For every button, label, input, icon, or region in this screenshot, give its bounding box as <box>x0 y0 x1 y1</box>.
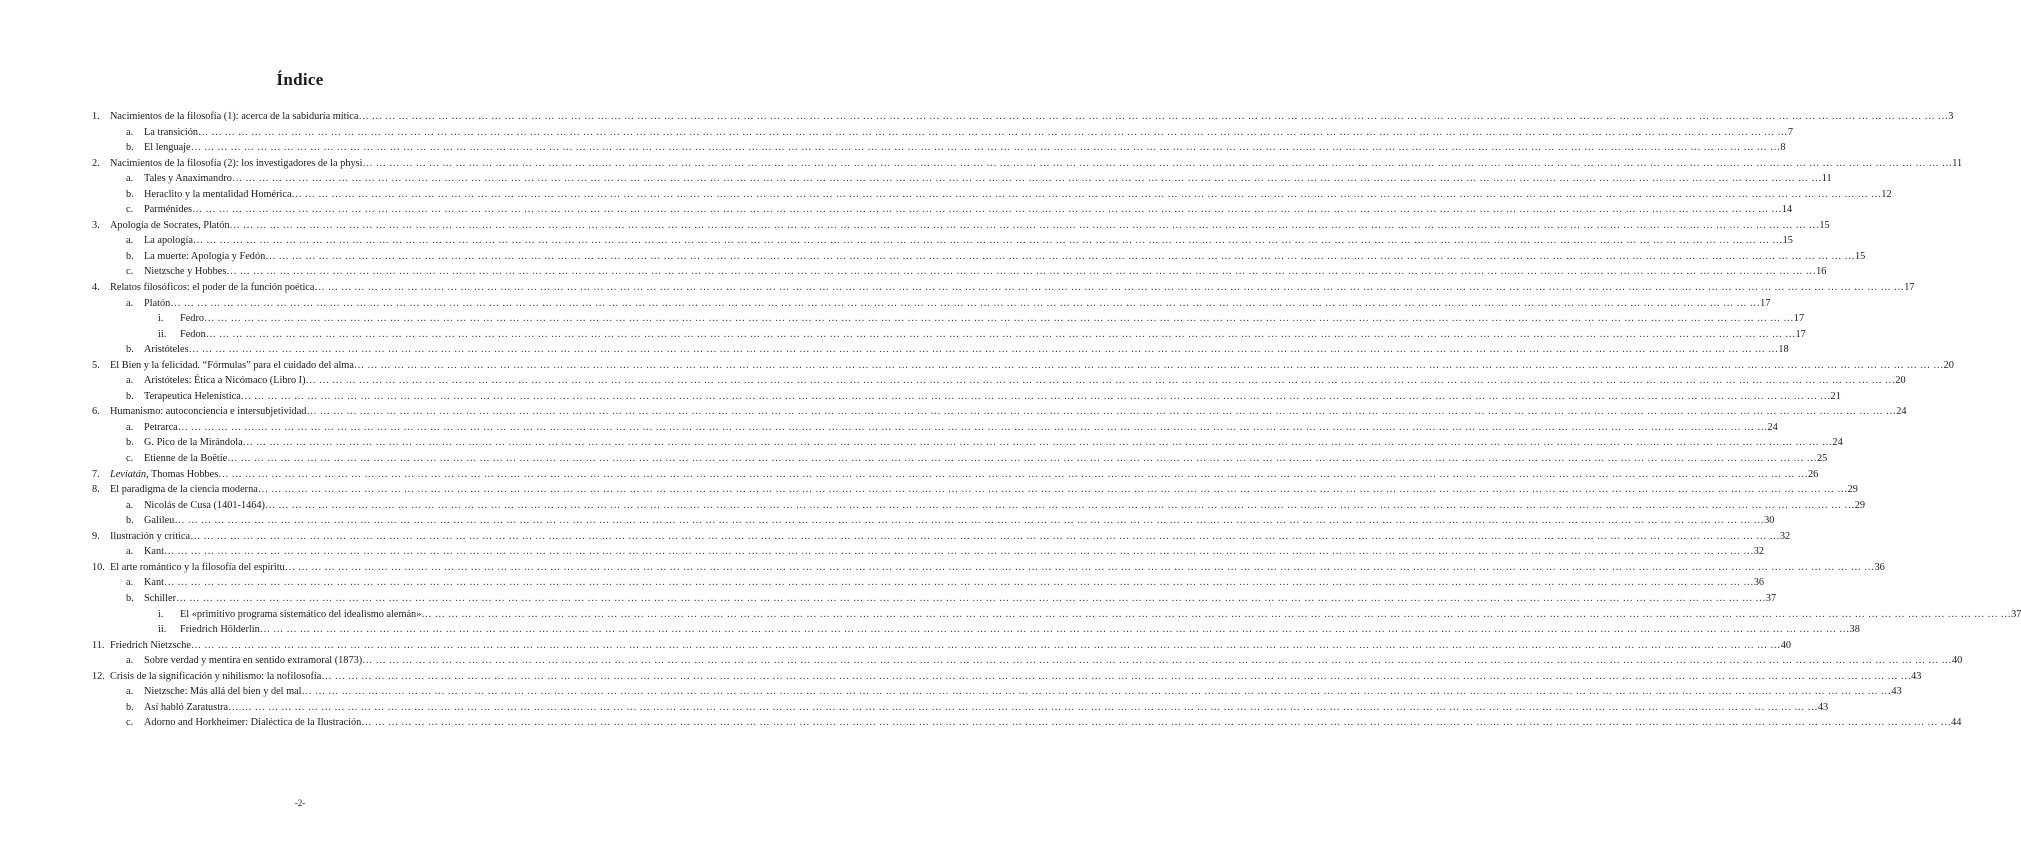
toc-entry-title: La apología <box>144 235 193 247</box>
toc-entry-page: 40 <box>1780 639 1791 651</box>
toc-entry-page: 40 <box>1951 655 1963 667</box>
toc-entry-page: 44 <box>1951 717 1962 729</box>
toc-entry-title: Nacimientos de la filosofía (1): acerca de la sabiduría mítica <box>110 111 359 122</box>
toc-leader-dots: … … … … … … … … … … … … … … … … … … … … … … … … … … … … … … … … … … … … … … … … … … … … … … … … … … … … … … … … … … … … … … … … … … … … … … … … … … … … … … … … … … … … … … … … … … … … … … … … … … … … … … … … … … … … … … … … … … … … … … … … <box>358 111 1949 122</box>
toc-leader-dots: … … … … … … … … … … … … … … … … … … … … … … … … … … … … … … … … … … … … … … … … … … … … … … … … … … … … … … … … … … … … … … … … … … … … … … … … … … … … … … … … … … … … … … … … … … … … … … … … … … … … … … … … … … … … … … … … … … … … … … … … <box>306 406 1897 418</box>
toc-entry-number: c. <box>126 266 134 278</box>
toc-entry-page: 24 <box>1896 406 1907 418</box>
toc-leader-dots: … … … … … … … … … … … … … … … … … … … … … … … … … … … … … … … … … … … … … … … … … … … … … … … … … … … … … … … … … … … … … … … … … … … … … … … … … … … … … … … … … … … … … … … … … … … … … … … … … … … … … … … … … … … … … … … … … … … … … … … … <box>170 297 1761 309</box>
toc-entry-page: 15 <box>1782 235 1793 247</box>
toc-leader-dots: … … … … … … … … … … … … … … … … … … … … … … … … … … … … … … … … … … … … … … … … … … … … … … … … … … … … … … … … … … … … … … … … … … … … … … … … … … … … … … … … … … … … … … … … … … … … … … … … … … … … … … … … … … … … … … … … … … … … … … … … <box>242 437 1833 449</box>
toc-entry-page: 15 <box>1819 219 1830 231</box>
toc-leader-dots: … … … … … … … … … … … … … … … … … … … … … … … … … … … … … … … … … … … … … … … … … … … … … … … … … … … … … … … … … … … … … … … … … … … … … … … … … … … … … … … … … … … … … … … … … … … … … … … … … … … … … … … … … … … … … … … … … … … … … … … … <box>164 546 1754 558</box>
toc-entry-title: La transición <box>144 126 199 138</box>
toc-leader-dots: … … … … … … … … … … … … … … … … … … … … … … … … … … … … … … … … … … … … … … … … … … … … … … … … … … … … … … … … … … … … … … … … … … … … … … … … … … … … … … … … … … … … … … … … … … … … … … … … … … … … … … … … … … … … … … … … … … … … … … … … <box>421 608 2012 620</box>
toc-leader-dots: … … … … … … … … … … … … … … … … … … … … … … … … … … … … … … … … … … … … … … … … … … … … … … … … … … … … … … … … … … … … … … … … … … … … … … … … … … … … … … … … … … … … … … … … … … … … … … … … … … … … … … … … … … … … … … … … … … … … … … … … <box>190 142 1781 154</box>
toc-entry-number: c. <box>126 453 134 465</box>
toc-entry[interactable] <box>0 342 1789 358</box>
toc-entry-number: 11. <box>92 639 105 651</box>
toc-entry-page: 24 <box>1767 421 1778 433</box>
toc-entry-number: 4. <box>92 282 100 294</box>
toc-entry[interactable] <box>0 249 1866 265</box>
toc-entry-number: a. <box>126 173 134 185</box>
toc-entry-number: 5. <box>92 359 100 371</box>
toc-entry-page: 11 <box>1952 157 1963 169</box>
toc-entry-number: 8. <box>92 484 100 496</box>
toc-entry-title: Friedrich Hölderlin <box>180 624 260 636</box>
toc-entry-title: Adorno and Horkheimer: Dialéctica de la Ilustración <box>144 717 362 729</box>
toc-entry-title: Galileu <box>144 515 175 527</box>
toc-entry-page: 12 <box>1881 188 1892 200</box>
toc-entry-page: 11 <box>1821 173 1832 185</box>
toc-entry-title: Kant <box>144 546 165 558</box>
toc-entry-number: i. <box>158 608 164 620</box>
toc-entry[interactable] <box>0 467 1819 483</box>
toc-entry[interactable] <box>0 404 1907 420</box>
toc-entry[interactable] <box>0 669 1922 685</box>
toc-entry-title: Heraclito y la mentalidad Homérica <box>144 188 292 200</box>
toc-entry[interactable] <box>0 684 1902 700</box>
toc-entry[interactable] <box>0 544 1765 560</box>
toc-leader-dots: … … … … … … … … … … … … … … … … … … … … … … … … … … … … … … … … … … … … … … … … … … … … … … … … … … … … … … … … … … … … … … … … … … … … … … … … … … … … … … … … … … … … … … … … … … … … … … … … … … … … … … … … … … … … … … … … … … … … … … … … <box>204 313 1794 325</box>
toc-entry-number: a. <box>126 686 134 698</box>
toc-entry-page: 24 <box>1832 437 1843 449</box>
page-number: -2- <box>294 798 306 808</box>
toc-entry-title: Crisis de la significación y nihilismo: la nofilosofía <box>110 670 322 682</box>
toc-entry-title: Sobre verdad y mentira en sentido extramoral (1873) <box>144 655 363 667</box>
toc-entry-title: El lenguaje <box>144 142 191 154</box>
toc-entry-page: 43 <box>1891 686 1902 698</box>
toc-entry-number: b. <box>126 188 134 200</box>
table-of-contents <box>0 109 2021 731</box>
toc-entry-page: 30 <box>1764 515 1775 527</box>
toc-entry-number: b. <box>126 390 134 402</box>
toc-entry-title: Aristóteles <box>144 344 189 356</box>
toc-leader-dots: … … … … … … … … … … … … … … … … … … … … … … … … … … … … … … … … … … … … … … … … … … … … … … … … … … … … … … … … … … … … … … … … … … … … … … … … … … … … … … … … … … … … … … … … … … … … … … … … … … … … … … … … … … … … … … … … … … … … … … … … <box>264 499 1855 511</box>
toc-entry[interactable] <box>0 435 1843 451</box>
toc-entry-page: 37 <box>1765 592 1777 604</box>
toc-entry-number: a. <box>126 546 134 558</box>
toc-entry-number: ii. <box>158 624 167 636</box>
toc-entry-title: Nietzsche y Hobbes <box>144 266 227 278</box>
toc-leader-dots: … … … … … … … … … … … … … … … … … … … … … … … … … … … … … … … … … … … … … … … … … … … … … … … … … … … … … … … … … … … … … … … … … … … … … … … … … … … … … … … … … … … … … … … … … … … … … … … … … … … … … … … … … … … … … … … … … … … … … … … … <box>265 250 1856 262</box>
toc-entry-page: 20 <box>1895 375 1906 387</box>
toc-entry-number: a. <box>126 297 134 309</box>
toc-leader-dots: … … … … … … … … … … … … … … … … … … … … … … … … … … … … … … … … … … … … … … … … … … … … … … … … … … … … … … … … … … … … … … … … … … … … … … … … … … … … … … … … … … … … … … … … … … … … … … … … … … … … … … … … … … … … … … … … … … … … … … … … <box>362 157 1953 169</box>
toc-entry-title: Nicolás de Cusa (1401-1464) <box>144 499 265 511</box>
toc-leader-dots: … … … … … … … … … … … … … … … … … … … … … … … … … … … … … … … … … … … … … … … … … … … … … … … … … … … … … … … … … … … … … … … … … … … … … … … … … … … … … … … … … … … … … … … … … … … … … … … … … … … … … … … … … … … … … … … … … … … … … … … … <box>257 484 1848 496</box>
toc-leader-dots: … … … … … … … … … … … … … … … … … … … … … … … … … … … … … … … … … … … … … … … … … … … … … … … … … … … … … … … … … … … … … … … … … … … … … … … … … … … … … … … … … … … … … … … … … … … … … … … … … … … … … … … … … … … … … … … … … … … … … … … … <box>291 188 1882 200</box>
toc-entry-page: 8 <box>1780 142 1786 154</box>
toc-entry[interactable] <box>0 187 1892 203</box>
toc-entry-number: b. <box>126 142 134 154</box>
toc-leader-dots: … … … … … … … … … … … … … … … … … … … … … … … … … … … … … … … … … … … … … … … … … … … … … … … … … … … … … … … … … … … … … … … … … … … … … … … … … … … … … … … … … … … … … … … … … … … … … … … … … … … … … … … … … … … … … … … … … … … … … … … … <box>229 219 1820 231</box>
toc-entry[interactable] <box>0 529 1791 545</box>
toc-entry[interactable] <box>0 140 1786 156</box>
toc-entry-page: 32 <box>1779 530 1791 542</box>
toc-entry-title: Apología de Socrates, Platón <box>110 219 230 231</box>
toc-entry[interactable] <box>0 233 1793 249</box>
toc-leader-dots: … … … … … … … … … … … … … … … … … … … … … … … … … … … … … … … … … … … … … … … … … … … … … … … … … … … … … … … … … … … … … … … … … … … … … … … … … … … … … … … … … … … … … … … … … … … … … … … … … … … … … … … … … … … … … … … … … … … … … … … … <box>231 173 1822 185</box>
toc-entry[interactable] <box>0 700 1829 716</box>
toc-leader-dots: … … … … … … … … … … … … … … … … … … … … … … … … … … … … … … … … … … … … … … … … … … … … … … … … … … … … … … … … … … … … … … … … … … … … … … … … … … … … … … … … … … … … … … … … … … … … … … … … … … … … … … … … … … … … … … … … … … … … … … … … <box>301 686 1892 698</box>
toc-entry-page: 16 <box>1816 266 1827 278</box>
toc-leader-dots: … … … … … … … … … … … … … … … … … … … … … … … … … … … … … … … … … … … … … … … … … … … … … … … … … … … … … … … … … … … … … … … … … … … … … … … … … … … … … … … … … … … … … … … … … … … … … … … … … … … … … … … … … … … … … … … … … … … … … … … … <box>205 328 1796 340</box>
toc-leader-dots: … … … … … … … … … … … … … … … … … … … … … … … … … … … … … … … … … … … … … … … … … … … … … … … … … … … … … … … … … … … … … … … … … … … … … … … … … … … … … … … … … … … … … … … … … … … … … … … … … … … … … … … … … … … … … … … … … … … … … … … … <box>240 390 1831 402</box>
toc-entry-number: c. <box>126 717 134 729</box>
toc-entry[interactable] <box>0 202 1793 218</box>
toc-entry[interactable] <box>0 327 1806 343</box>
toc-leader-dots: … … … … … … … … … … … … … … … … … … … … … … … … … … … … … … … … … … … … … … … … … … … … … … … … … … … … … … … … … … … … … … … … … … … … … … … … … … … … … … … … … … … … … … … … … … … … … … … … … … … … … … … … … … … … … … … … … … … … … … … … <box>174 515 1765 527</box>
toc-entry-number: b. <box>126 592 134 604</box>
toc-entry-title: El Bien y la felicidad. “Fórmulas” para el cuidado del alma <box>110 359 354 371</box>
toc-leader-dots: … … … … … … … … … … … … … … … … … … … … … … … … … … … … … … … … … … … … … … … … … … … … … … … … … … … … … … … … … … … … … … … … … … … … … … … … … … … … … … … … … … … … … … … … … … … … … … … … … … … … … … … … … … … … … … … … … … … … … … … … <box>226 266 1817 278</box>
toc-entry-title: Tales y Anaximandro <box>144 173 232 185</box>
toc-entry-number: a. <box>126 655 134 667</box>
toc-entry[interactable] <box>0 482 1858 498</box>
toc-entry-number: b. <box>126 437 134 449</box>
toc-entry[interactable] <box>0 280 1915 296</box>
toc-entry-title-rest: Thomas Hobbes <box>148 468 219 480</box>
toc-entry-number: a. <box>126 499 134 511</box>
toc-entry[interactable] <box>0 607 2021 623</box>
toc-entry-page: 43 <box>1817 701 1829 713</box>
toc-entry-number: 7. <box>92 468 100 480</box>
toc-entry-number: c. <box>126 204 134 216</box>
toc-entry-title: Friedrich Nietzsche <box>110 639 191 651</box>
toc-entry-page: 17 <box>1793 313 1805 325</box>
toc-entry[interactable] <box>0 156 1963 172</box>
toc-entry-page: 15 <box>1855 250 1866 262</box>
toc-entry-page: 17 <box>1760 297 1771 309</box>
toc-entry-page: 36 <box>1874 561 1885 573</box>
toc-entry-title: Petrarca <box>144 421 178 433</box>
toc-entry-page: 26 <box>1807 468 1819 480</box>
toc-entry-page: 14 <box>1781 204 1793 216</box>
toc-entry[interactable] <box>0 622 1860 638</box>
toc-entry-number: 12. <box>92 670 105 682</box>
toc-entry[interactable] <box>0 311 1805 327</box>
toc-entry-number: ii. <box>158 328 167 340</box>
toc-entry-page: 21 <box>1830 390 1841 402</box>
toc-entry[interactable] <box>0 109 1954 125</box>
page-title: Índice <box>276 70 324 89</box>
toc-leader-dots: … … … … … … … … … … … … … … … … … … … … … … … … … … … … … … … … … … … … … … … … … … … … … … … … … … … … … … … … … … … … … … … … … … … … … … … … … … … … … … … … … … … … … … … … … … … … … … … … … … … … … … … … … … … … … … … … … … … … … … … … <box>164 577 1754 589</box>
toc-entry[interactable] <box>0 358 1954 374</box>
toc-entry[interactable] <box>0 296 1771 312</box>
toc-entry-number: b. <box>126 250 134 262</box>
toc-leader-dots: … … … … … … … … … … … … … … … … … … … … … … … … … … … … … … … … … … … … … … … … … … … … … … … … … … … … … … … … … … … … … … … … … … … … … … … … … … … … … … … … … … … … … … … … … … … … … … … … … … … … … … … … … … … … … … … … … … … … … … … … <box>305 375 1896 387</box>
toc-entry-title: Platón <box>144 297 171 309</box>
toc-entry-number: 3. <box>92 219 100 231</box>
toc-entry-page: 17 <box>1795 328 1806 340</box>
toc-leader-dots: … … … … … … … … … … … … … … … … … … … … … … … … … … … … … … … … … … … … … … … … … … … … … … … … … … … … … … … … … … … … … … … … … … … … … … … … … … … … … … … … … … … … … … … … … … … … … … … … … … … … … … … … … … … … … … … … … … … … … … … … <box>284 561 1875 573</box>
toc-entry[interactable] <box>0 389 1841 405</box>
toc-entry[interactable] <box>0 560 1885 576</box>
toc-entry-page: 37 <box>2011 608 2021 620</box>
toc-entry-page: 29 <box>1854 499 1866 511</box>
toc-entry[interactable] <box>0 171 1832 187</box>
toc-leader-dots: … … … … … … … … … … … … … … … … … … … … … … … … … … … … … … … … … … … … … … … … … … … … … … … … … … … … … … … … … … … … … … … … … … … … … … … … … … … … … … … … … … … … … … … … … … … … … … … … … … … … … … … … … … … … … … … … … … … … … … … … <box>259 624 1850 636</box>
toc-entry-number: b. <box>126 344 134 356</box>
toc-entry-title: Parménides <box>144 204 193 216</box>
toc-entry-number: 6. <box>92 406 100 418</box>
toc-leader-dots: … … … … … … … … … … … … … … … … … … … … … … … … … … … … … … … … … … … … … … … … … … … … … … … … … … … … … … … … … … … … … … … … … … … … … … … … … … … … … … … … … … … … … … … … … … … … … … … … … … … … … … … … … … … … … … … … … … … … … … … … <box>192 204 1782 216</box>
toc-entry[interactable] <box>0 498 1866 514</box>
toc-entry-title: Schiller <box>144 592 177 604</box>
toc-leader-dots: … … … … … … … … … … … … … … … … … … … … … … … … … … … … … … … … … … … … … … … … … … … … … … … … … … … … … … … … … … … … … … … … … … … … … … … … … … … … … … … … … … … … … … … … … … … … … … … … … … … … … … … … … … … … … … … … … … … … … … … … <box>176 592 1766 604</box>
toc-leader-dots: … … … … … … … … … … … … … … … … … … … … … … … … … … … … … … … … … … … … … … … … … … … … … … … … … … … … … … … … … … … … … … … … … … … … … … … … … … … … … … … … … … … … … … … … … … … … … … … … … … … … … … … … … … … … … … … … … … … … … … … … <box>362 655 1952 667</box>
toc-entry-number: a. <box>126 577 134 589</box>
toc-entry-number: i. <box>158 313 164 325</box>
toc-entry[interactable] <box>0 653 1963 669</box>
toc-entry-title: Relatos filosóficos: el poder de la función poética <box>110 282 315 294</box>
toc-leader-dots: … … … … … … … … … … … … … … … … … … … … … … … … … … … … … … … … … … … … … … … … … … … … … … … … … … … … … … … … … … … … … … … … … … … … … … … … … … … … … … … … … … … … … … … … … … … … … … … … … … … … … … … … … … … … … … … … … … … … … … … … <box>218 468 1808 480</box>
toc-leader-dots: … … … … … … … … … … … … … … … … … … … … … … … … … … … … … … … … … … … … … … … … … … … … … … … … … … … … … … … … … … … … … … … … … … … … … … … … … … … … … … … … … … … … … … … … … … … … … … … … … … … … … … … … … … … … … … … … … … … … … … … … <box>228 701 1818 713</box>
toc-entry[interactable] <box>0 125 1793 141</box>
toc-entry[interactable] <box>0 715 1962 731</box>
toc-entry-title: El paradigma de la ciencia moderna <box>110 484 258 496</box>
toc-entry-page: 20 <box>1943 359 1954 371</box>
toc-entry-number: b. <box>126 515 134 527</box>
toc-entry-title: Humanismo: autoconciencia e intersubjetividad <box>110 406 307 418</box>
toc-entry-title: Nietzsche: Más allá del bien y del mal <box>144 686 302 698</box>
toc-leader-dots: … … … … … … … … … … … … … … … … … … … … … … … … … … … … … … … … … … … … … … … … … … … … … … … … … … … … … … … … … … … … … … … … … … … … … … … … … … … … … … … … … … … … … … … … … … … … … … … … … … … … … … … … … … … … … … … … … … … … … … … … <box>190 639 1781 651</box>
toc-entry[interactable] <box>0 218 1830 234</box>
toc-entry-number: a. <box>126 235 134 247</box>
toc-leader-dots: … … … … … … … … … … … … … … … … … … … … … … … … … … … … … … … … … … … … … … … … … … … … … … … … … … … … … … … … … … … … … … … … … … … … … … … … … … … … … … … … … … … … … … … … … … … … … … … … … … … … … … … … … … … … … … … … … … … … … … … … <box>353 359 1944 371</box>
toc-leader-dots: … … … … … … … … … … … … … … … … … … … … … … … … … … … … … … … … … … … … … … … … … … … … … … … … … … … … … … … … … … … … … … … … … … … … … … … … … … … … … … … … … … … … … … … … … … … … … … … … … … … … … … … … … … … … … … … … … … … … … … … … <box>190 530 1780 542</box>
toc-leader-dots: … … … … … … … … … … … … … … … … … … … … … … … … … … … … … … … … … … … … … … … … … … … … … … … … … … … … … … … … … … … … … … … … … … … … … … … … … … … … … … … … … … … … … … … … … … … … … … … … … … … … … … … … … … … … … … … … … … … … … … … … <box>227 453 1817 465</box>
toc-entry[interactable] <box>0 591 1777 607</box>
toc-entry-title: El «primitivo programa sistemático del idealismo alemán» <box>180 608 422 620</box>
toc-entry[interactable] <box>0 638 1791 654</box>
toc-entry-title: Terapeutica Helenística <box>144 390 241 402</box>
toc-leader-dots: … … … … … … … … … … … … … … … … … … … … … … … … … … … … … … … … … … … … … … … … … … … … … … … … … … … … … … … … … … … … … … … … … … … … … … … … … … … … … … … … … … … … … … … … … … … … … … … … … … … … … … … … … … … … … … … … … … … … … … … … <box>361 717 1952 729</box>
toc-entry-page: 17 <box>1904 282 1915 294</box>
toc-entry-title <box>110 467 218 483</box>
toc-entry[interactable] <box>0 264 1827 280</box>
toc-entry-page: 25 <box>1816 453 1828 465</box>
toc-entry-title: Fedon <box>180 328 206 340</box>
toc-entry-page: 7 <box>1787 126 1793 138</box>
toc-entry-page: 36 <box>1753 577 1765 589</box>
toc-entry-page: 38 <box>1849 624 1860 636</box>
toc-entry-page: 29 <box>1847 484 1858 496</box>
toc-entry-title: G. Pico de la Mirándola <box>144 437 243 449</box>
toc-entry-page: 18 <box>1778 344 1789 356</box>
toc-entry-number: 10. <box>92 561 105 573</box>
toc-entry-title: Aristóteles: Ética a Nicómaco (Libro I) <box>144 375 306 387</box>
toc-entry-title-italic: Leviatán, <box>110 468 149 480</box>
toc-entry-title: Etienne de la Boëtie <box>144 453 228 465</box>
toc-leader-dots: … … … … … … … … … … … … … … … … … … … … … … … … … … … … … … … … … … … … … … … … … … … … … … … … … … … … … … … … … … … … … … … … … … … … … … … … … … … … … … … … … … … … … … … … … … … … … … … … … … … … … … … … … … … … … … … … … … … … … … … … <box>177 421 1768 433</box>
toc-entry-number: b. <box>126 701 134 713</box>
toc-entry-page: 32 <box>1753 546 1765 558</box>
toc-leader-dots: … … … … … … … … … … … … … … … … … … … … … … … … … … … … … … … … … … … … … … … … … … … … … … … … … … … … … … … … … … … … … … … … … … … … … … … … … … … … … … … … … … … … … … … … … … … … … … … … … … … … … … … … … … … … … … … … … … … … … … … … <box>188 344 1779 356</box>
toc-leader-dots: … … … … … … … … … … … … … … … … … … … … … … … … … … … … … … … … … … … … … … … … … … … … … … … … … … … … … … … … … … … … … … … … … … … … … … … … … … … … … … … … … … … … … … … … … … … … … … … … … … … … … … … … … … … … … … … … … … … … … … … … <box>192 235 1783 247</box>
toc-entry-number: 2. <box>92 157 100 169</box>
toc-entry-number: 9. <box>92 530 100 542</box>
toc-entry-title: Kant <box>144 577 165 589</box>
toc-entry[interactable] <box>0 373 1906 389</box>
toc-entry-title: Nacimientos de la filosofía (2): los investigadores de la physi <box>110 157 363 169</box>
toc-entry[interactable] <box>0 575 1765 591</box>
toc-entry-title: La muerte: Apología y Fedón <box>144 250 266 262</box>
toc-entry[interactable] <box>0 513 1775 529</box>
toc-entry-page: 43 <box>1911 670 1922 682</box>
toc-leader-dots: … … … … … … … … … … … … … … … … … … … … … … … … … … … … … … … … … … … … … … … … … … … … … … … … … … … … … … … … … … … … … … … … … … … … … … … … … … … … … … … … … … … … … … … … … … … … … … … … … … … … … … … … … … … … … … … … … … … … … … … … <box>314 282 1905 294</box>
toc-entry-title: Así habló Zaratustra <box>144 701 229 713</box>
toc-leader-dots: … … … … … … … … … … … … … … … … … … … … … … … … … … … … … … … … … … … … … … … … … … … … … … … … … … … … … … … … … … … … … … … … … … … … … … … … … … … … … … … … … … … … … … … … … … … … … … … … … … … … … … … … … … … … … … … … … … … … … … … … <box>321 670 1912 682</box>
toc-entry[interactable] <box>0 420 1778 436</box>
toc-entry-title: Fedro <box>180 313 205 325</box>
toc-leader-dots: … … … … … … … … … … … … … … … … … … … … … … … … … … … … … … … … … … … … … … … … … … … … … … … … … … … … … … … … … … … … … … … … … … … … … … … … … … … … … … … … … … … … … … … … … … … … … … … … … … … … … … … … … … … … … … … … … … … … … … … … <box>198 126 1788 138</box>
toc-entry-number: a. <box>126 375 134 387</box>
toc-entry-number: a. <box>126 126 134 138</box>
toc-entry-number: a. <box>126 421 134 433</box>
toc-entry[interactable] <box>0 451 1828 467</box>
toc-entry-title: El arte romántico y la filosofía del espíritu <box>110 561 285 573</box>
toc-entry-number: 1. <box>92 111 100 122</box>
toc-entry-page: 3 <box>1948 111 1954 122</box>
toc-entry-title: Ilustración y crítica <box>110 530 191 542</box>
